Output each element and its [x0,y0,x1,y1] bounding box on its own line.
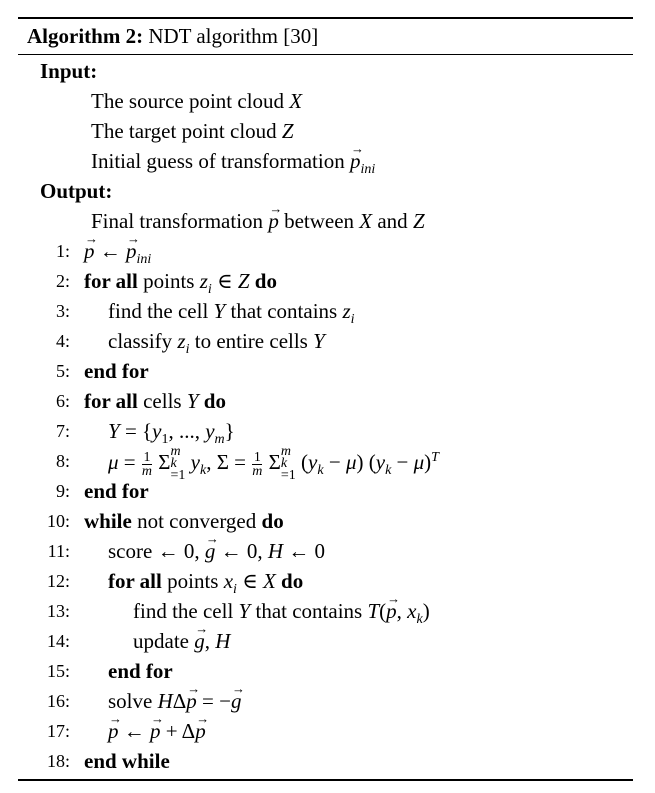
step-15: end for [108,659,173,683]
line-number: 4: [55,331,70,351]
line-number: 11: [47,541,70,561]
line-number: 9: [55,481,70,501]
line-number: 5: [55,361,70,381]
line-number: 8: [55,451,70,471]
input-item-source: The source point cloud X [91,89,303,113]
step-7: $Y = \{y_1$, ..., $y_m$} [108,419,235,448]
input-item-guess: Initial guess of transformation → $p_{ini}$ [91,146,375,176]
line-number: 17: [46,721,70,741]
output-header: Output: [40,179,113,203]
step-4: classify $z_i$ to entire cells Y [108,329,325,358]
step-13: find the cell Y that contains T(→ p, $x_k$) [133,596,430,626]
step-16: solve HΔ→ p = −→ g [108,686,241,716]
input-header: Input: [40,59,98,83]
line-number: 12: [46,571,70,591]
line-number: 18: [46,751,70,771]
algorithm-label: Algorithm 2: [27,24,144,48]
line-number: 1: [55,241,70,261]
line-number: 13: [46,601,70,621]
step-14: update → g, H [133,626,230,656]
input-item-target: The target point cloud Z [91,119,294,143]
step-11: score ← 0, → g ← 0, H ← 0 [108,536,325,566]
step-2: for all points $z_i$ ∈ Z do [84,269,277,298]
line-number: 2: [55,271,70,291]
line-number: 16: [46,691,70,711]
algorithm-name: NDT algorithm [30] [148,24,319,48]
step-1: → p ← → $p_{ini}$ [84,236,151,266]
line-number: 7: [55,421,70,441]
output-item: Final transformation → p between X and Z [91,206,425,236]
step-6: for all cells Y do [84,389,226,413]
step-12: for all points $x_i$ ∈ X do [108,569,304,598]
title-rule [18,54,633,55]
step-18: end while [84,749,170,773]
step-10: while not converged do [84,509,284,533]
step-3: find the cell Y that contains $z_i$ [108,299,355,328]
line-number: 15: [46,661,70,681]
step-9: end for [84,479,149,503]
line-number: 10: [46,511,70,531]
line-number: 14: [46,631,70,651]
step-8: μ = $\frac{1}{m}$ Σ m k =1 $y_k$, Σ = $\frac{1}{m}$ Σ m k =1 $(y_k - \mu) (y_k - \mu)^T$ [108,444,439,483]
line-number: 6: [55,391,70,411]
step-5: end for [84,359,149,383]
bottom-rule [18,779,633,781]
step-17: → p ← → p + Δ→ p [108,716,206,746]
algorithm-title [27,22,318,50]
line-number: 3: [55,301,70,321]
top-rule [18,17,633,19]
